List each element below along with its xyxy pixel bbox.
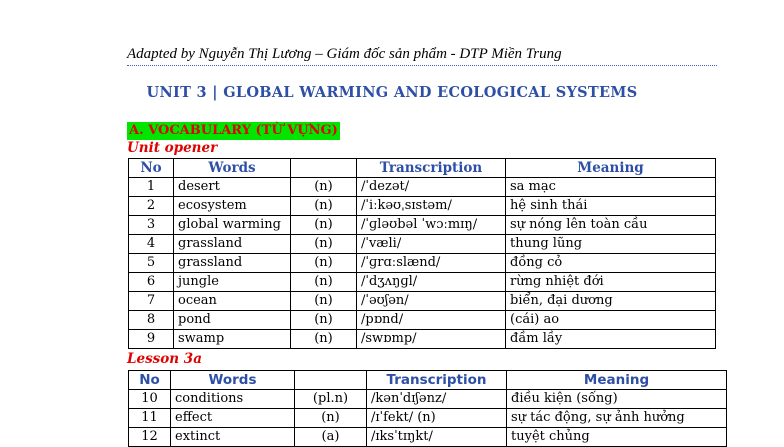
vocabulary-table-unit-opener [128,158,716,349]
cell-transcription: /ɪksˈtɪŋkt/ [367,428,507,447]
cell-meaning: đầm lầy [506,330,716,349]
cell-part-of-speech: (n) [291,273,357,292]
cell-meaning: hệ sinh thái [506,197,716,216]
table-header-row [129,371,727,390]
cell-part-of-speech: (pl.n) [295,390,367,409]
cell-transcription: /ˈɡrɑːslænd/ [357,254,506,273]
cell-transcription: /ˈvæli/ [357,235,506,254]
cell-no: 12 [129,428,171,447]
table-row [129,292,716,311]
table-row [129,254,716,273]
cell-meaning: tuyệt chủng [507,428,727,447]
cell-no: 10 [129,390,171,409]
table-header-row [129,159,716,178]
table-row [129,330,716,349]
header-no: No [129,159,174,178]
header-meaning: Meaning [506,159,716,178]
table-row [129,428,727,447]
header-words: Words [171,371,295,390]
cell-no: 11 [129,409,171,428]
cell-no: 2 [129,197,174,216]
cell-word: swamp [174,330,291,349]
cell-transcription: /ˈiːkəʊˌsɪstəm/ [357,197,506,216]
subheading-lesson-3a: Lesson 3a [127,351,202,367]
table-row [129,311,716,330]
header-pos [291,159,357,178]
vocabulary-table-lesson-3a [128,370,727,447]
cell-transcription: /pɒnd/ [357,311,506,330]
cell-part-of-speech: (a) [295,428,367,447]
cell-word: conditions [171,390,295,409]
cell-meaning: điều kiện (sống) [507,390,727,409]
table-row [129,273,716,292]
cell-meaning: rừng nhiệt đới [506,273,716,292]
cell-meaning: sa mạc [506,178,716,197]
cell-word: grassland [174,235,291,254]
cell-part-of-speech: (n) [291,235,357,254]
document-header: Adapted by Nguyễn Thị Lương – Giám đốc sản phẩm - DTP Miền Trung [127,46,562,62]
cell-meaning: sự nóng lên toàn cầu [506,216,716,235]
cell-word: pond [174,311,291,330]
cell-meaning: sự tác động, sự ảnh hưởng [507,409,727,428]
cell-part-of-speech: (n) [291,178,357,197]
header-divider [127,65,717,66]
cell-word: extinct [171,428,295,447]
cell-part-of-speech: (n) [291,311,357,330]
cell-word: ocean [174,292,291,311]
cell-meaning: đồng cỏ [506,254,716,273]
cell-word: effect [171,409,295,428]
unit-title: UNIT 3 | GLOBAL WARMING AND ECOLOGICAL SYSTEMS [146,84,638,101]
cell-part-of-speech: (n) [291,330,357,349]
cell-part-of-speech: (n) [291,292,357,311]
cell-transcription: /ˈdezət/ [357,178,506,197]
header-words: Words [174,159,291,178]
cell-meaning: biển, đại dương [506,292,716,311]
cell-transcription: /ˈɡləʊbəl ˈwɔːmɪŋ/ [357,216,506,235]
header-pos [295,371,367,390]
cell-word: grassland [174,254,291,273]
cell-part-of-speech: (n) [291,216,357,235]
header-transcription: Transcription [367,371,507,390]
cell-part-of-speech: (n) [291,254,357,273]
cell-meaning: thung lũng [506,235,716,254]
cell-transcription: /swɒmp/ [357,330,506,349]
cell-no: 1 [129,178,174,197]
cell-transcription: /kənˈdɪʃənz/ [367,390,507,409]
header-meaning: Meaning [507,371,727,390]
cell-word: global warming [174,216,291,235]
header-no: No [129,371,171,390]
cell-no: 8 [129,311,174,330]
cell-no: 6 [129,273,174,292]
header-transcription: Transcription [357,159,506,178]
subheading-unit-opener: Unit opener [127,140,218,156]
cell-no: 9 [129,330,174,349]
section-heading-vocabulary: A. VOCABULARY (TỪ VỰNG) [129,123,338,138]
cell-no: 3 [129,216,174,235]
cell-transcription: /ˈəʊʃən/ [357,292,506,311]
cell-part-of-speech: (n) [295,409,367,428]
cell-transcription: /ˈdʒʌŋɡl/ [357,273,506,292]
cell-word: desert [174,178,291,197]
table-row [129,390,727,409]
table-row [129,178,716,197]
cell-word: jungle [174,273,291,292]
cell-word: ecosystem [174,197,291,216]
table-row [129,409,727,428]
table-row [129,197,716,216]
cell-no: 7 [129,292,174,311]
table-row [129,235,716,254]
cell-no: 4 [129,235,174,254]
table-row [129,216,716,235]
cell-part-of-speech: (n) [291,197,357,216]
cell-meaning: (cái) ao [506,311,716,330]
cell-transcription: /ɪˈfekt/ (n) [367,409,507,428]
cell-no: 5 [129,254,174,273]
